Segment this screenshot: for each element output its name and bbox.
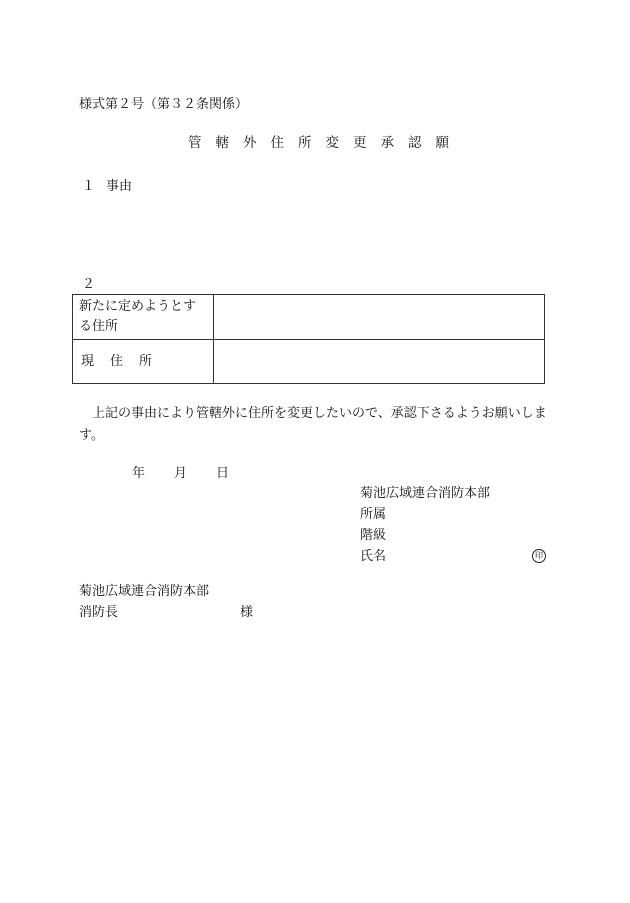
current-address-field[interactable] — [214, 340, 545, 384]
applicant-name-label: 氏名 — [360, 549, 387, 564]
table-row — [73, 340, 545, 384]
section-reason-number: １ — [82, 179, 96, 194]
applicant-rank-label: 階級 — [360, 528, 387, 543]
recipient-organization: 菊池広域連合消防本部 — [79, 584, 210, 599]
applicant-affiliation-label: 所属 — [360, 507, 387, 522]
applicant-block — [360, 486, 546, 570]
section-reason — [82, 180, 132, 193]
form-number: 様式第２号（第３２条関係） — [79, 97, 249, 112]
new-address-label: 新たに定めようとする住所 — [73, 295, 214, 340]
request-text: 上記の事由により管轄外に住所を変更したいので、承認下さるようお願いします。 — [79, 406, 547, 443]
date-year-label: 年 — [132, 466, 146, 481]
date-line — [132, 467, 229, 480]
date-day-label: 日 — [216, 466, 230, 481]
date-month-label: 月 — [174, 466, 188, 481]
applicant-name-row — [360, 549, 546, 570]
current-address-label: 現住所 — [73, 340, 214, 384]
address-table — [72, 294, 545, 384]
section-address-number: ２ — [82, 277, 96, 292]
seal-icon: 印 — [532, 549, 546, 563]
recipient-title: 消防長 — [79, 605, 119, 620]
document-title: 管轄外住所変更承認願 — [188, 135, 463, 151]
table-row — [73, 295, 545, 340]
recipient-honorific: 様 — [240, 605, 254, 620]
applicant-organization: 菊池広域連合消防本部 — [360, 486, 491, 501]
new-address-field[interactable] — [214, 295, 545, 340]
section-reason-label: 事由 — [106, 179, 133, 194]
